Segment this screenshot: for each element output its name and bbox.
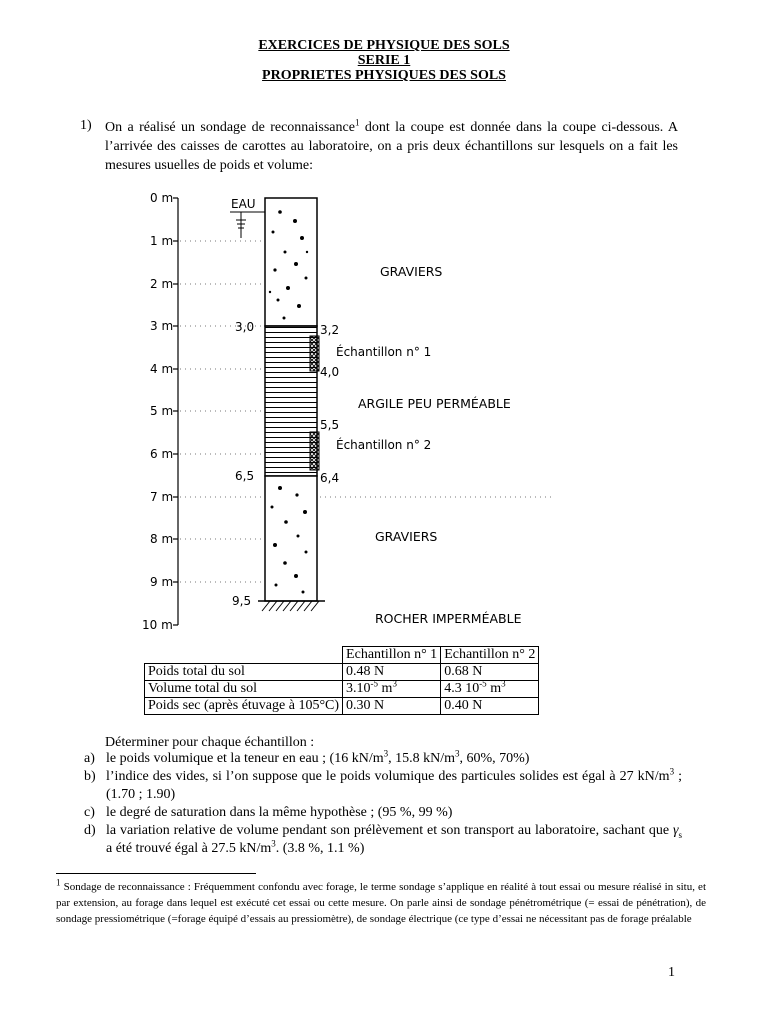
sample-2-label: Échantillon n° 2	[336, 438, 432, 452]
text-part: ; (1.70 ; 1.90)	[106, 769, 682, 802]
table-cell: 0.30 N	[343, 698, 441, 715]
table-cell	[441, 678, 539, 698]
boundary-label: 6,4	[320, 471, 340, 485]
sub-question-letter: d)	[84, 823, 96, 838]
measurements-table	[144, 646, 539, 715]
page-number: 1	[668, 965, 675, 980]
depth-label: 1 m	[150, 234, 174, 248]
depth-label: 9 m	[150, 575, 174, 589]
exponent: 3	[669, 766, 675, 777]
sub-question-letter: b)	[84, 769, 96, 784]
doc-subtitle: PROPRIETES PHYSIQUES DES SOLS	[262, 68, 506, 83]
sub-question-text	[106, 750, 682, 768]
layer-label-rocher: ROCHER IMPERMÉABLE	[375, 611, 522, 626]
sample-2-marker	[310, 432, 319, 470]
water-label: EAU	[231, 197, 256, 211]
exponent: 3	[383, 748, 389, 759]
text-part: , 15.8 kN/m	[388, 751, 455, 766]
depth-label: 0 m	[150, 191, 174, 205]
sub-question-letter: c)	[84, 805, 95, 820]
determine-intro: Déterminer pour chaque échantillon :	[105, 735, 315, 750]
boundary-label: 3,2	[320, 323, 340, 337]
exponent: 3	[454, 748, 460, 759]
value-exponent: -5	[370, 678, 379, 689]
table-row	[145, 698, 539, 715]
table-row-label: Poids total du sol	[145, 664, 343, 681]
footnote	[56, 879, 706, 927]
depth-label: 8 m	[150, 532, 174, 546]
sub-question-letter: a)	[84, 751, 95, 766]
doc-series: SERIE 1	[357, 53, 411, 68]
layer-graviers-top	[265, 198, 317, 326]
text-part: , 60%, 70%)	[459, 751, 530, 766]
boundary-label: 6,5	[235, 469, 255, 483]
value-base: 4.3 10	[444, 681, 480, 696]
value-base: 3.10	[346, 681, 371, 696]
depth-label: 2 m	[150, 277, 174, 291]
boundary-label: 5,5	[320, 418, 340, 432]
water-level-icon	[230, 212, 265, 238]
value-unit: m	[378, 681, 393, 696]
depth-label: 7 m	[150, 490, 174, 504]
table-cell: 0.68 N	[441, 664, 539, 681]
sub-question-b	[84, 768, 682, 804]
subscript: s	[678, 829, 682, 840]
sub-question-c	[84, 804, 682, 822]
text-part: la variation relative de volume pendant son prélèvement et son transport au laboratoire, sachant que	[106, 823, 673, 838]
sample-1-label: Échantillon n° 1	[336, 345, 432, 359]
layer-graviers-bottom	[265, 476, 317, 601]
question-text-a: On a réalisé un sondage de reconnaissance	[105, 120, 355, 135]
sub-question-list	[84, 750, 682, 858]
rock-hatch	[262, 601, 319, 611]
sub-question-text: le degré de saturation dans la même hypothèse ; (95 %, 99 %)	[106, 805, 453, 820]
exponent: 3	[271, 838, 276, 849]
table-cell	[343, 678, 441, 698]
table-row-label: Volume total du sol	[145, 681, 343, 698]
depth-label: 4 m	[150, 362, 174, 376]
layer-label-graviers-top: GRAVIERS	[380, 264, 443, 279]
unit-exponent: 3	[392, 678, 397, 689]
question-text-b: dont la coupe est donnée dans la coupe ci-dessous. A l’arrivée des caisses de carottes au laboratoire, on a pris deux échantillons sur lesquels on a fait les mesures usuelles de poids et volume:	[105, 120, 678, 173]
sub-question-d	[84, 822, 682, 858]
table-row-label: Poids sec (après étuvage à 105°C)	[145, 698, 343, 715]
footnote-number: 1	[56, 877, 61, 888]
question-number: 1)	[80, 118, 92, 133]
boundary-label: 4,0	[320, 365, 340, 379]
text-part: l’indice des vides, si l’on suppose que le poids volumique des particules solides est égal à 27 kN/m	[106, 769, 670, 784]
table-header-row	[145, 647, 539, 664]
table-header-cell: Echantillon n° 2	[441, 647, 539, 664]
layer-label-argile: ARGILE PEU PERMÉABLE	[358, 396, 511, 411]
table-header-cell: Echantillon n° 1	[343, 647, 441, 664]
value-exponent: -5	[479, 678, 487, 689]
text-part: . (3.8 %, 1.1 %)	[275, 841, 365, 856]
sub-question-a	[84, 750, 682, 768]
boundary-label: 9,5	[232, 594, 252, 608]
depth-label: 6 m	[150, 447, 174, 461]
table-corner-cell	[145, 647, 343, 664]
value-unit: m	[486, 681, 502, 696]
sub-question-text	[106, 768, 682, 804]
sample-1-marker	[310, 336, 319, 371]
footnote-text: Sondage de reconnaissance : Fréquemment confondu avec forage, le terme sondage s’applique en réalité à tout essai ou mesure réalisé in situ, et par extension, au forage dans lequel est exécuté cet essai ou cette mesure. On parle ainsi de sondage pénétrométrique (= essai de pénétration), de sondage pressiométrique (=forage équipé d’essais au pressiomètre), de sondage électrique (ce type d’essai ne nécessitant pas de forage préalable	[56, 881, 706, 925]
layer-argile	[265, 326, 317, 476]
text-part: a été trouvé égal à 27.5 kN/m	[106, 841, 272, 856]
footnote-ref: 1	[354, 117, 360, 128]
footnote-divider	[56, 873, 256, 874]
layer-label-graviers-bottom: GRAVIERS	[375, 529, 438, 544]
table-row	[145, 681, 539, 698]
sub-question-text	[106, 822, 682, 858]
depth-label: 3 m	[150, 319, 174, 333]
table-cell: 0.48 N	[343, 664, 441, 681]
text-part: le poids volumique et la teneur en eau ; (16 kN/m	[106, 751, 384, 766]
table-cell: 0.40 N	[441, 698, 539, 715]
depth-label: 5 m	[150, 404, 174, 418]
doc-title: EXERCICES DE PHYSIQUE DES SOLS	[258, 38, 510, 53]
depth-label: 10 m	[142, 618, 173, 632]
gamma-symbol: γ	[672, 823, 679, 838]
depth-ticks	[173, 198, 178, 625]
unit-exponent: 3	[501, 678, 506, 689]
boundary-label: 3,0	[235, 320, 255, 334]
